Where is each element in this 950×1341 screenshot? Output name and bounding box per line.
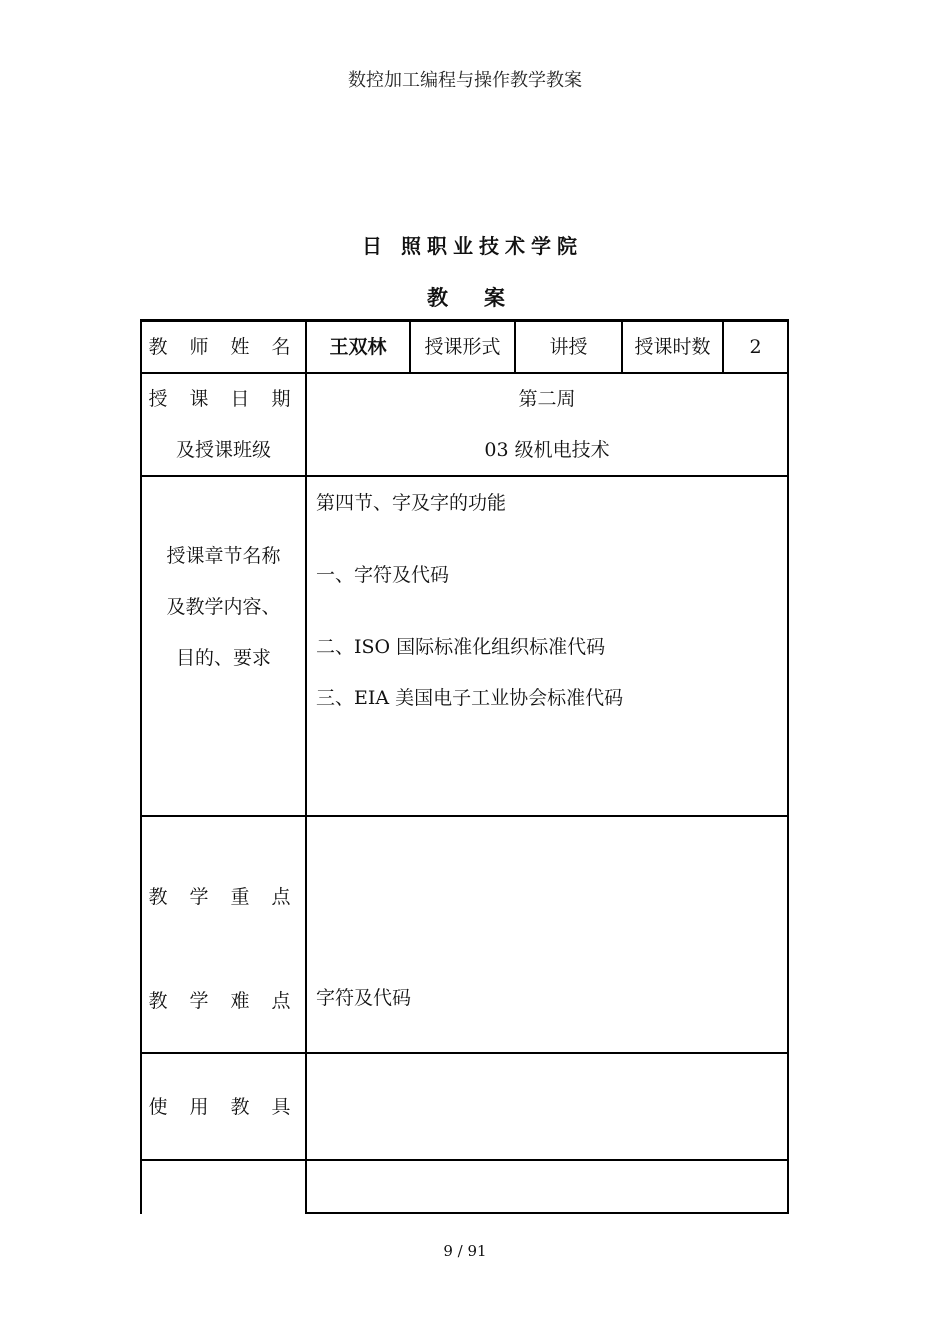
teacher-name-label: 教 师 姓 名 [148, 336, 299, 358]
key-points-label: 教 学 重 点 [148, 886, 299, 908]
chapter-content-line: 一、字符及代码 [316, 564, 450, 586]
row-divider-4 [140, 1052, 789, 1054]
teaching-hours-value: 2 [749, 336, 762, 358]
teacher-name-value: 王双林 [329, 336, 387, 358]
teaching-hours-label: 授课时数 [634, 336, 711, 358]
chapter-label-line2: 及教学内容、 [166, 596, 281, 618]
row-divider-5 [140, 1159, 789, 1161]
difficulty-label: 教 学 难 点 [148, 990, 299, 1012]
row-divider-1 [140, 372, 789, 374]
class-value: 03 级机电技术 [484, 439, 610, 461]
chapter-content-line: 三、EIA 美国电子工业协会标准代码 [316, 687, 624, 709]
table-border-bottom-right [305, 1212, 789, 1214]
chapter-content-line: 二、ISO 国际标准化组织标准代码 [316, 636, 606, 658]
chapter-label-line3: 目的、要求 [175, 647, 271, 669]
teaching-form-label: 授课形式 [424, 336, 501, 358]
date-value: 第二周 [518, 388, 576, 410]
date-label: 授 课 日 期 [148, 388, 299, 410]
difficulty-value: 字符及代码 [316, 987, 412, 1009]
page-indicator: 9 / 91 [443, 1242, 487, 1260]
document-header: 数控加工编程与操作教学教案 [348, 70, 582, 91]
row-divider-2 [140, 475, 789, 477]
table-border-top [140, 319, 789, 322]
page-title: 教案 [427, 286, 541, 310]
chapter-content-line: 第四节、字及字的功能 [316, 492, 507, 514]
class-label: 及授课班级 [175, 439, 271, 461]
teaching-tools-label: 使 用 教 具 [148, 1096, 299, 1118]
row-divider-3 [140, 815, 789, 817]
teaching-form-value: 讲授 [549, 336, 588, 358]
table-border-right [787, 319, 789, 1214]
chapter-label-line1: 授课章节名称 [166, 545, 281, 567]
school-name: 日 照职业技术学院 [362, 234, 583, 258]
